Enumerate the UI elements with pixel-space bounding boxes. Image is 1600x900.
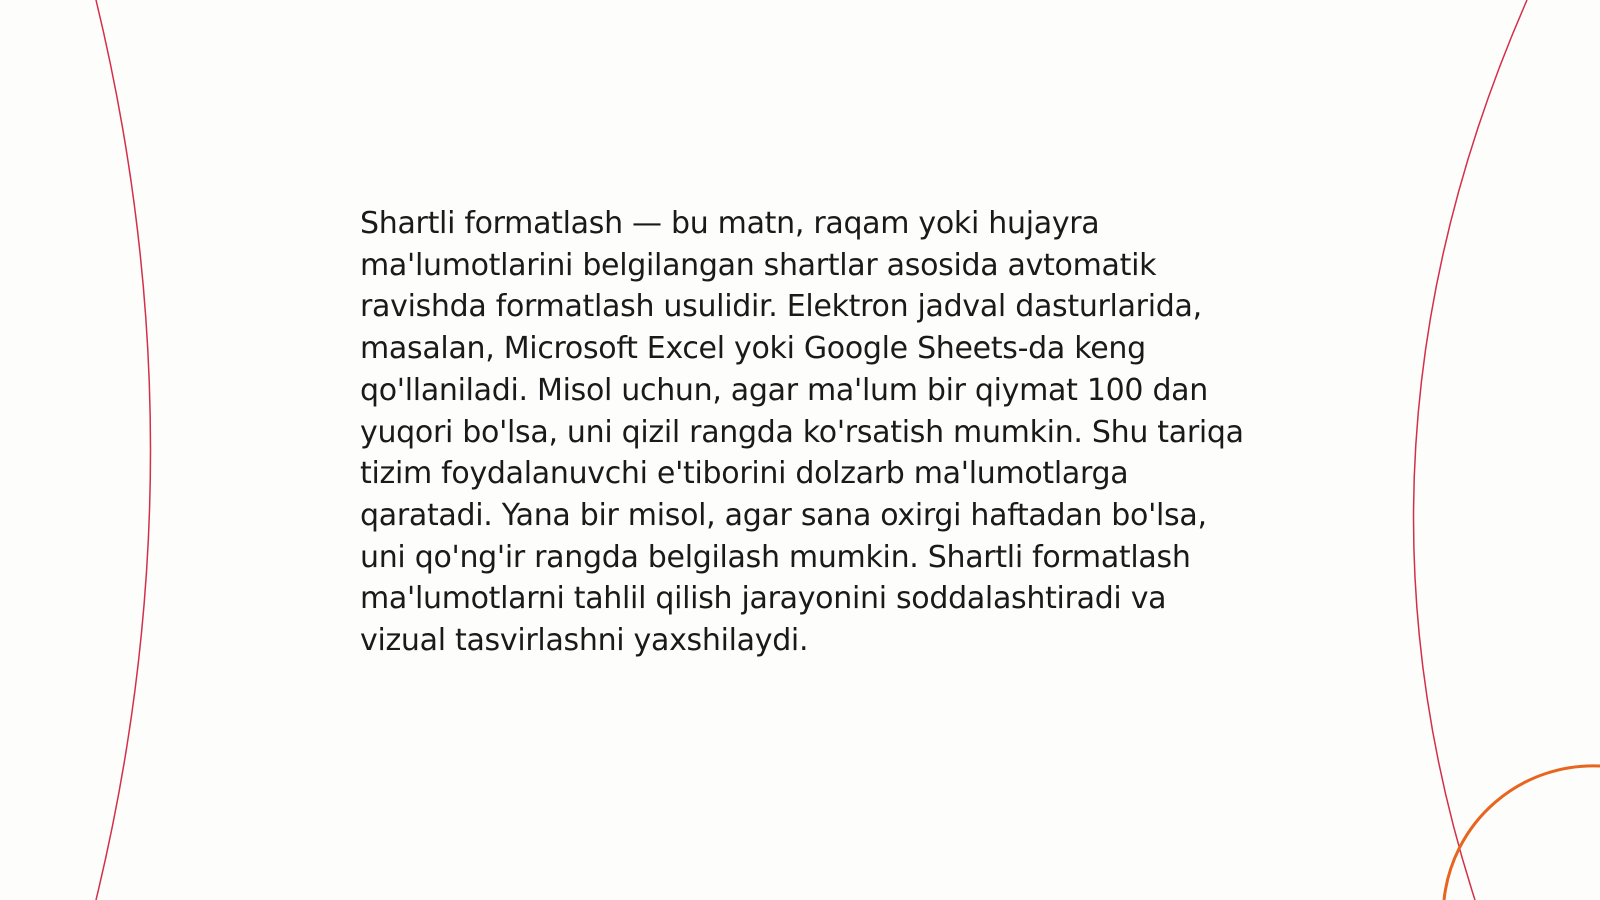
left-red-arc [96, 0, 151, 900]
body-paragraph: Shartli formatlash — bu matn, raqam yoki hujayra ma'lumotlarini belgilangan shartlar asosida avtomatik ravishda formatlash usulidir. Elektron jadval dasturlarida, masalan, Microsoft Excel yoki Google Sheets-da keng qo'llaniladi. Misol uchun, agar ma'lum bir qiymat 100 dan yuqori bo'lsa, uni qizil rangda ko'rsatish mumkin. Shu tariqa tizim foydalanuvchi e'tiborini dolzarb ma'lumotlarga qaratadi. Yana bir misol, agar sana oxirgi haftadan bo'lsa, uni qo'ng'ir rangda belgilash mumkin. Shartli formatlash ma'lumotlarni tahlil qilish jarayonini soddalashtiradi va vizual tasvirlashni yaxshilaydi. [360, 206, 1244, 659]
orange-circle-arc [1444, 766, 1600, 900]
right-red-arc [1414, 0, 1527, 900]
